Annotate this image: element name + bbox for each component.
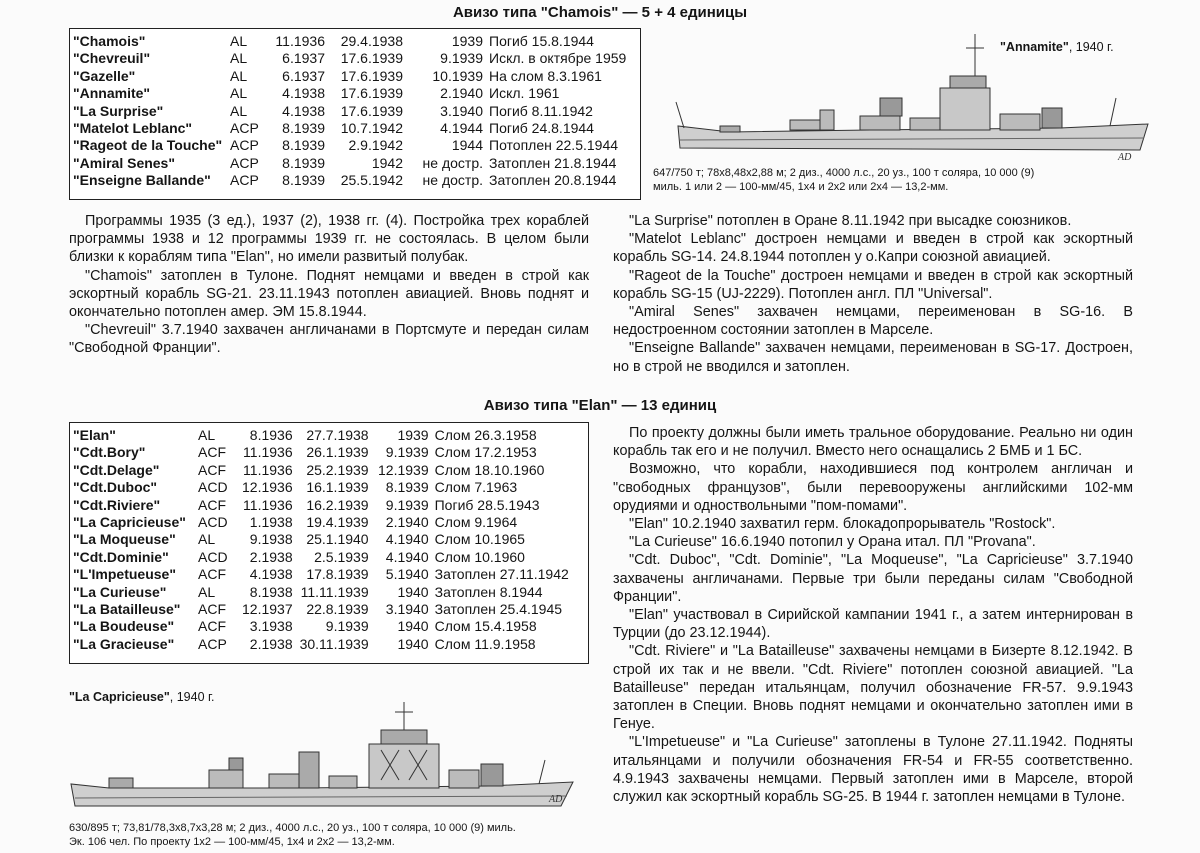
paragraph: "Amiral Senes" захвачен немцами, переименован в SG-16. В недостроенном состоянии затоплен в Марселе. — [613, 304, 1133, 339]
commissioned-cell: 12.1939 — [378, 461, 429, 478]
ship-name-cell: "Gazelle" — [73, 67, 136, 84]
capricieuse-caption: 630/895 т; 73,81/78,3х8,7х3,28 м; 2 диз., 4000 л.с., 20 уз., 100 т соляра, 10 000 (9) миль. Эк. 106 чел. По проекту 1х2 — 100-мм/45, 1х4 и 2х2 — 13,2-мм. — [69, 822, 516, 849]
table-row — [70, 514, 584, 531]
paragraph: "Chamois" затоплен в Тулоне. Поднят немцами и введен в строй как эскортный корабль SG-21. 23.11.1943 потоплен авиацией. Вновь поднят и окончательно потоплен амер. ЭМ 15.8.1944. — [69, 267, 589, 321]
ship-type-cell: ACP — [198, 635, 227, 652]
ship-type-cell: ACF — [198, 601, 226, 618]
commissioned-cell: 9.1939 — [440, 50, 483, 67]
launched-cell: 1942 — [371, 154, 403, 171]
commissioned-cell: 1940 — [397, 618, 429, 635]
commissioned-cell: 8.1939 — [385, 479, 429, 496]
table-row — [70, 584, 584, 601]
table-row — [70, 68, 636, 85]
fate-cell: Потоплен 22.5.1944 — [489, 137, 619, 154]
laid-down-cell: 4.1938 — [282, 85, 325, 102]
fate-cell: Слом 7.1963 — [434, 479, 518, 496]
fate-cell: На слом 8.3.1961 — [489, 67, 602, 84]
ship-name-cell: "Cdt.Dominie" — [73, 548, 169, 565]
table-row — [70, 497, 584, 514]
commissioned-cell: 5.1940 — [385, 566, 429, 583]
fate-cell: Искл. 1961 — [489, 85, 560, 102]
ship-name-cell: "Cdt.Bory" — [73, 444, 146, 461]
commissioned-cell: 3.1940 — [385, 601, 429, 618]
commissioned-cell: 4.1940 — [385, 531, 429, 548]
paragraph: Программы 1935 (3 ед.), 1937 (2), 1938 гг. (4). Постройка трех кораблей программы 1938 и 12 программы 1939 гг. не состоялась. В целом были близки к кораблям типа "Elan", но имели развитый полубак. — [69, 213, 589, 266]
paragraph: По проекту должны были иметь тральное оборудование. Реально ни один корабль так его и не получил. Вместо него оснащались 2 БМБ и 1 БС. — [613, 425, 1133, 460]
launched-cell: 25.5.1942 — [340, 172, 403, 189]
paragraph: "Elan" 10.2.1940 захватил герм. блокадопрорыватель "Rostock". — [629, 516, 1056, 533]
ship-name-cell: "Matelot Leblanc" — [73, 120, 193, 137]
capricieuse-ship-drawing — [69, 700, 589, 815]
fate-cell: Слом 18.10.1960 — [434, 461, 545, 478]
table-row — [70, 444, 584, 461]
launched-cell: 30.11.1939 — [299, 635, 369, 652]
laid-down-cell: 4.1938 — [282, 102, 325, 119]
launched-cell: 2.9.1942 — [348, 137, 403, 154]
launched-cell: 16.2.1939 — [306, 496, 369, 513]
ship-type-cell: ACP — [230, 120, 259, 137]
fate-cell: Погиб 28.5.1943 — [434, 496, 540, 513]
laid-down-cell: 1.1938 — [249, 514, 293, 531]
laid-down-cell: 12.1937 — [242, 601, 293, 618]
table-row — [70, 618, 584, 635]
laid-down-cell: 11.1936 — [275, 33, 325, 49]
ship-type-cell: AL — [230, 33, 248, 49]
chamois-table-body — [70, 33, 636, 190]
ship-name-cell: "La Moqueuse" — [73, 531, 176, 548]
ship-type-cell: ACP — [230, 172, 259, 189]
paragraph: "Cdt. Riviere" и "La Batailleuse" захвачены немцами в Бизерте 8.12.1942. В строй их так и не ввели. "Cdt. Riviere" потоплен союзной авиацией. "La Batailleuse" передан итальянцам, получил обозначение FR-57. 9.9.1943 затоплен в Специи. Вновь поднят немцами и окончательно затоплен ими в Генуе. — [613, 643, 1133, 733]
ship-name-cell: "Cdt.Delage" — [73, 461, 160, 478]
fate-cell: Слом 26.3.1958 — [434, 427, 537, 443]
commissioned-cell: 2.1940 — [440, 85, 483, 102]
ship-type-cell: AL — [198, 427, 216, 443]
fate-cell: Искл. в октябре 1959 — [489, 50, 627, 67]
laid-down-cell: 8.1939 — [282, 137, 325, 154]
chamois-left-column — [69, 212, 589, 358]
ship-type-cell: ACF — [198, 618, 226, 635]
paragraph: "La Surprise" потоплен в Оране 8.11.1942 при высадке союзников. — [629, 213, 1072, 229]
commissioned-cell: 3.1940 — [440, 102, 483, 119]
fate-cell: Затоплен 20.8.1944 — [489, 172, 617, 189]
ship-type-cell: AL — [230, 102, 248, 119]
fate-cell: Затоплен 21.8.1944 — [489, 154, 617, 171]
elan-table — [69, 422, 589, 664]
elan-right-column — [613, 424, 1133, 806]
ship-name-cell: "Amiral Senes" — [73, 154, 175, 171]
paragraph: "Enseigne Ballande" захвачен немцами, переименован в SG-17. Достроен, но в строй не вводился и затоплен. — [613, 340, 1133, 375]
paragraph: "Matelot Leblanc" достроен немцами и введен в строй как эскортный корабль SG-14. 24.8.1944 потоплен у о.Капри союзной авиацией. — [613, 231, 1133, 266]
table-row — [70, 85, 636, 102]
commissioned-cell: 10.1939 — [432, 67, 483, 84]
ship-name-cell: "Enseigne Ballande" — [73, 172, 211, 189]
ship-type-cell: AL — [230, 67, 248, 84]
table-row — [70, 103, 636, 120]
launched-cell: 22.8.1939 — [306, 601, 369, 618]
table-row — [70, 601, 584, 618]
launched-cell: 27.7.1938 — [306, 427, 369, 443]
paragraph: "Rageot de la Touche" достроен немцами и введен в строй как эскортный корабль SG-15 (UJ-2229). Потоплен англ. ПЛ "Universal". — [613, 267, 1133, 302]
laid-down-cell: 2.1938 — [249, 548, 293, 565]
ship-name-cell: "Cdt.Riviere" — [73, 496, 161, 513]
launched-cell: 17.6.1939 — [340, 85, 403, 102]
launched-cell: 17.6.1939 — [340, 67, 403, 84]
launched-cell: 19.4.1939 — [306, 514, 369, 531]
laid-down-cell: 2.1938 — [249, 635, 293, 652]
table-row — [70, 549, 584, 566]
launched-cell: 25.2.1939 — [306, 461, 369, 478]
table-row — [70, 172, 636, 189]
paragraph: "Chevreuil" 3.7.1940 захвачен англичанами в Портсмуте и передан силам "Свободной Франции". — [69, 322, 589, 357]
ship-name-cell: "Elan" — [73, 427, 116, 443]
commissioned-cell: не достр. — [422, 154, 483, 171]
laid-down-cell: 12.1936 — [242, 479, 293, 496]
ship-type-cell: ACD — [198, 548, 228, 565]
ship-name-cell: "Cdt.Duboc" — [73, 479, 158, 496]
table-row — [70, 531, 584, 548]
ship-name-cell: "La Batailleuse" — [73, 601, 181, 618]
fate-cell: Слом 11.9.1958 — [434, 635, 536, 652]
ship-type-cell: ACD — [198, 479, 228, 496]
ship-name-cell: "Annamite" — [73, 85, 151, 102]
capricieuse-ship-label: "La Capricieuse", 1940 г. — [69, 690, 215, 704]
ship-type-cell: ACP — [230, 154, 259, 171]
commissioned-cell: 2.1940 — [385, 514, 429, 531]
commissioned-cell: 1939 — [397, 427, 429, 443]
commissioned-cell: 1940 — [397, 583, 429, 600]
commissioned-cell: 1944 — [451, 137, 483, 154]
paragraph: "Cdt. Duboc", "Cdt. Dominie", "La Moqueuse", "La Capricieuse" 3.7.1940 захвачены англичанами. Первые три были переданы силам "Свободной Франции". — [613, 552, 1133, 605]
signature-1: AD — [1118, 152, 1132, 163]
table-row — [70, 427, 584, 444]
launched-cell: 17.6.1939 — [340, 102, 403, 119]
laid-down-cell: 11.1936 — [243, 496, 293, 513]
launched-cell: 25.1.1940 — [306, 531, 369, 548]
ship-type-cell: AL — [198, 531, 216, 548]
table-row — [70, 566, 584, 583]
fate-cell: Погиб 15.8.1944 — [489, 33, 594, 49]
launched-cell: 2.5.1939 — [314, 548, 369, 565]
section2-heading: Авизо типа "Elan" — 13 единиц — [483, 397, 717, 414]
launched-cell: 16.1.1939 — [306, 479, 369, 496]
laid-down-cell: 9.1938 — [249, 531, 293, 548]
ship-type-cell: ACF — [198, 461, 226, 478]
launched-cell: 26.1.1939 — [306, 444, 369, 461]
annamite-ship-label: "Annamite", 1940 г. — [1000, 40, 1114, 54]
commissioned-cell: 9.1939 — [385, 496, 429, 513]
laid-down-cell: 11.1936 — [243, 461, 293, 478]
commissioned-cell: 1939 — [451, 33, 483, 49]
table-row — [70, 479, 584, 496]
fate-cell: Затоплен 25.4.1945 — [434, 601, 563, 618]
commissioned-cell: не достр. — [422, 172, 483, 189]
table-row — [70, 120, 636, 137]
chamois-table — [69, 28, 641, 200]
ship-name-cell: "La Gracieuse" — [73, 635, 175, 652]
launched-cell: 11.11.1939 — [300, 583, 369, 600]
launched-cell: 17.8.1939 — [306, 566, 369, 583]
commissioned-cell: 4.1944 — [440, 120, 483, 137]
ship-type-cell: ACD — [198, 514, 228, 531]
ship-name-cell: "La Curieuse" — [73, 583, 167, 600]
table-row — [70, 155, 636, 172]
annamite-caption: 647/750 т; 78х8,48х2,88 м; 2 диз., 4000 л.с., 20 уз., 100 т соляра, 10 000 (9) миль. 1 или 2 — 100-мм/45, 1х4 и 2х2 или 2х4 — 13,2-мм. — [653, 167, 1035, 194]
table-row — [70, 636, 584, 653]
fate-cell: Слом 10.1965 — [434, 531, 525, 548]
ship-name-cell: "L'Impetueuse" — [73, 566, 176, 583]
fate-cell: Слом 9.1964 — [434, 514, 518, 531]
table-row — [70, 33, 636, 50]
ship-name-cell: "Rageot de la Touche" — [73, 137, 223, 154]
ship-type-cell: ACF — [198, 566, 226, 583]
launched-cell: 9.1939 — [325, 618, 369, 635]
launched-cell: 17.6.1939 — [340, 50, 403, 67]
fate-cell: Затоплен 27.11.1942 — [434, 566, 569, 583]
fate-cell: Слом 17.2.1953 — [434, 444, 537, 461]
laid-down-cell: 8.1936 — [249, 427, 293, 443]
fate-cell: Слом 15.4.1958 — [434, 618, 537, 635]
laid-down-cell: 8.1939 — [282, 154, 325, 171]
fate-cell: Затоплен 8.1944 — [434, 583, 543, 600]
elan-table-body — [70, 427, 584, 653]
laid-down-cell: 6.1937 — [282, 50, 325, 67]
launched-cell: 10.7.1942 — [340, 120, 403, 137]
ship-name-cell: "La Boudeuse" — [73, 618, 175, 635]
ship-type-cell: AL — [198, 583, 216, 600]
paragraph: "L'Impetueuse" и "La Curieuse" затоплены в Тулоне 27.11.1942. Подняты итальянцами и получили обозначения FR-54 и FR-55 соответственно. 4.9.1943 захвачены немцами. Первый затоплен ими в Марселе, второй служил как эскортный корабль SG-25. В 1944 г. затоплен немцами в Тулоне. — [613, 734, 1133, 806]
laid-down-cell: 3.1938 — [249, 618, 293, 635]
laid-down-cell: 6.1937 — [282, 67, 325, 84]
paragraph: Возможно, что корабли, находившиеся под контролем англичан и "свободных французов", были перевооружены английскими 102-мм орудиями и одноствольными "пом-помами". — [613, 461, 1133, 514]
launched-cell: 29.4.1938 — [340, 33, 403, 49]
ship-type-cell: AL — [230, 50, 248, 67]
ship-name-cell: "Chamois" — [73, 33, 146, 49]
ship-name-cell: "La Surprise" — [73, 102, 164, 119]
table-row — [70, 50, 636, 67]
commissioned-cell: 9.1939 — [385, 444, 429, 461]
ship-type-cell: ACF — [198, 444, 226, 461]
table-row — [70, 137, 636, 154]
fate-cell: Погиб 24.8.1944 — [489, 120, 594, 137]
paragraph: "Elan" участвовал в Сирийской кампании 1941 г., а затем интернирован в Турции (до 23.12.1944). — [613, 607, 1133, 642]
chamois-right-column — [613, 212, 1133, 376]
ship-type-cell: ACF — [198, 496, 226, 513]
fate-cell: Погиб 8.11.1942 — [489, 102, 593, 119]
fate-cell: Слом 10.1960 — [434, 548, 525, 565]
paragraph: "La Curieuse" 16.6.1940 потопил у Орана итал. ПЛ "Provana". — [629, 534, 1036, 551]
section1-heading: Авизо типа "Chamois" — 5 + 4 единицы — [452, 4, 748, 21]
annamite-ship-drawing — [670, 28, 1170, 168]
laid-down-cell: 8.1939 — [282, 120, 325, 137]
signature-2: AD — [549, 794, 563, 805]
laid-down-cell: 4.1938 — [249, 566, 293, 583]
laid-down-cell: 8.1939 — [282, 172, 325, 189]
commissioned-cell: 1940 — [397, 635, 429, 652]
ship-name-cell: "La Capricieuse" — [73, 514, 186, 531]
commissioned-cell: 4.1940 — [385, 548, 429, 565]
table-row — [70, 462, 584, 479]
ship-name-cell: "Chevreuil" — [73, 50, 151, 67]
ship-type-cell: ACP — [230, 137, 259, 154]
laid-down-cell: 11.1936 — [243, 444, 293, 461]
ship-type-cell: AL — [230, 85, 248, 102]
laid-down-cell: 8.1938 — [249, 583, 293, 600]
